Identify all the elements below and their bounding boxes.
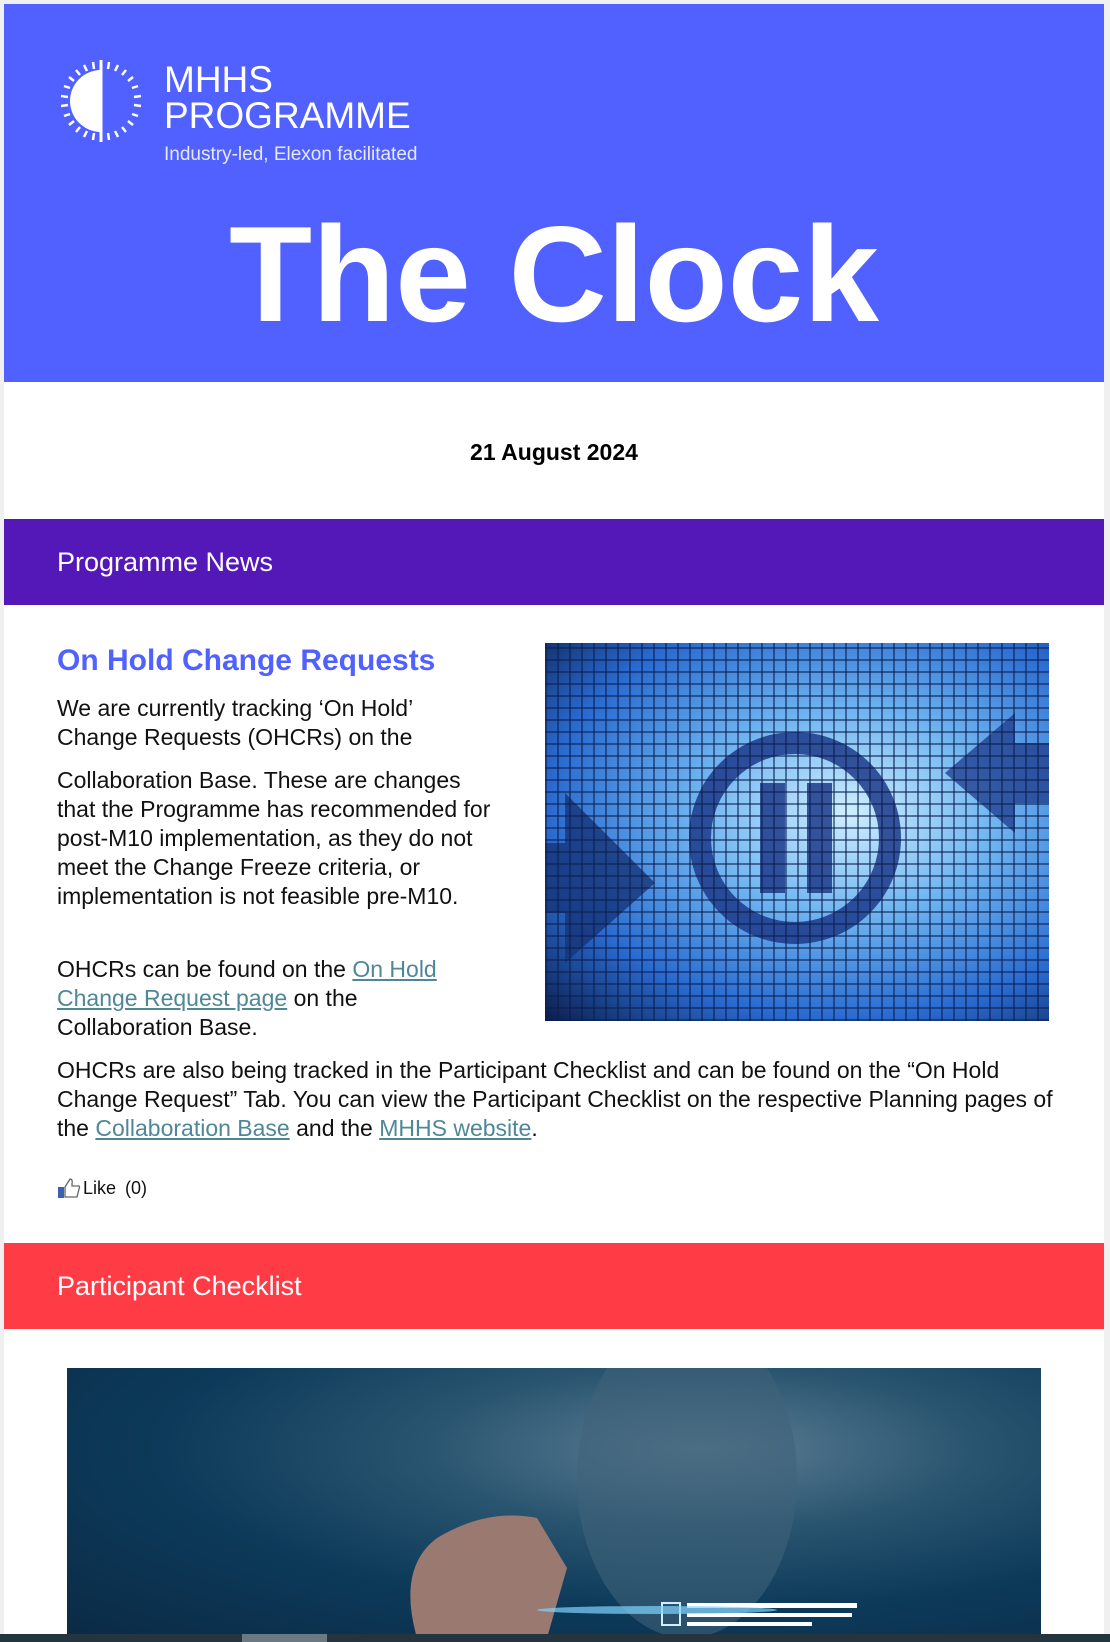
horizontal-scrollbar[interactable] [0,1634,1110,1642]
section-participant-checklist: Participant Checklist [4,1243,1104,1329]
like-button[interactable] [57,1177,147,1199]
half-sun-clock-icon [56,56,146,146]
thumbs-up-icon [57,1177,81,1199]
like-count: (0) [125,1177,148,1198]
pause-button-image [545,643,1049,1021]
checklist-hand-image [67,1368,1041,1634]
issue-date: 21 August 2024 [470,439,638,465]
mhhs-website-link[interactable]: MHHS website [379,1115,532,1141]
article-paragraph: Collaboration Base. These are changes that the Programme has recommended for post-M10 implementation, as they do not meet the Change Freeze criteria, or implementation is not feasible pre-M10. [57,767,491,909]
article-heading: On Hold Change Requests [57,644,436,677]
brand-name: MHHS PROGRAMME [164,59,411,136]
on-hold-cr-page-link[interactable]: On Hold Change Request page [57,956,437,1011]
brand-tagline: Industry-led, Elexon facilitated [164,144,418,165]
newsletter [4,4,1104,1634]
scrollbar-thumb[interactable] [242,1634,327,1642]
section-programme-news: Programme News [4,519,1104,605]
article-paragraph: OHCRs are also being tracked in the Participant Checklist and can be found on the “On Hold Change Request” Tab. You can view the Participant Checklist on the respective Planning pages of the Collaboration Base and the MHHS website. [57,1057,1053,1141]
header-banner [4,4,1104,382]
article-paragraph: OHCRs can be found on the On Hold Change Request page on the Collaboration Base. [57,956,437,1040]
collaboration-base-link[interactable]: Collaboration Base [95,1115,290,1141]
like-label: Like [83,1177,117,1198]
article-paragraph: We are currently tracking ‘On Hold’ Change Requests (OHCRs) on the [57,695,413,750]
newsletter-title: The Clock [229,198,879,350]
